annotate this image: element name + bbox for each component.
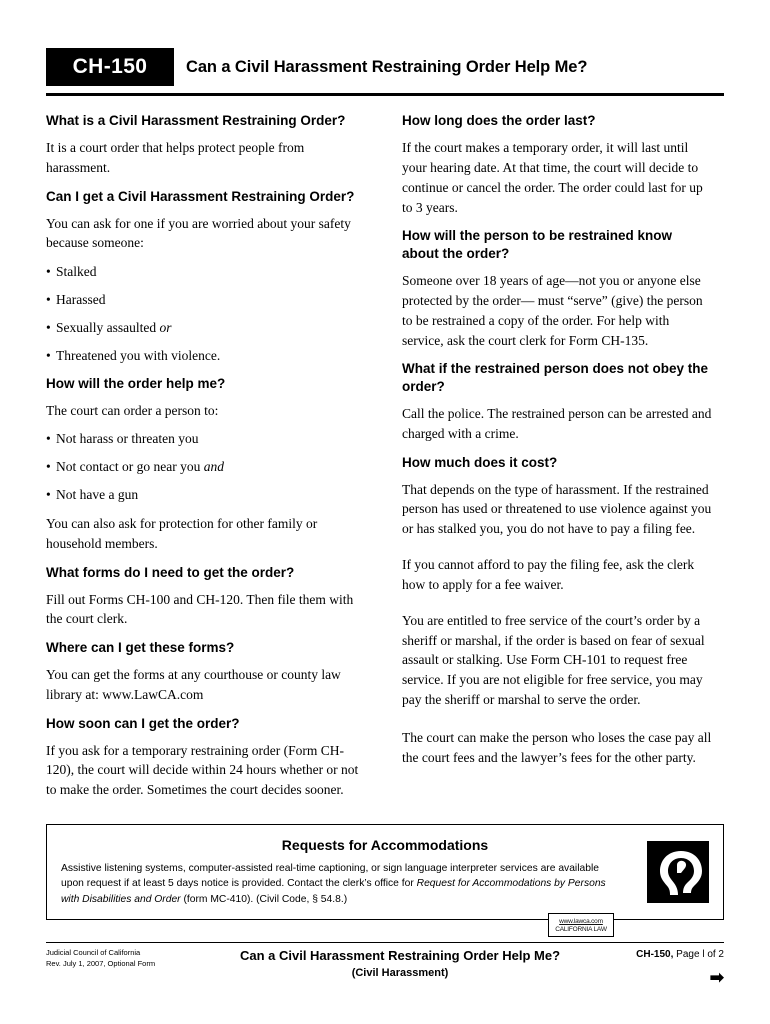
footer-publisher-line2: Rev. July 1, 2007, Optional Form	[46, 959, 156, 969]
right-column	[394, 112, 712, 810]
list-item-emphasis: and	[203, 459, 224, 475]
section-paragraph: If you cannot afford to pay the filing fee, ask the clerk how to apply for a fee waiver.	[402, 557, 695, 592]
section-paragraph: The court can order a person to:	[46, 402, 219, 418]
section-heading: How will the person to be restrained know about the order?	[402, 228, 673, 262]
section-paragraph: If you ask for a temporary restraining order (Form CH-120), the court will decide within 24 hours whether or not to make the order. Sometimes the court decides sooner.	[46, 742, 359, 798]
section-heading: How long does the order last?	[402, 113, 596, 129]
list-item-text: Not have a gun	[56, 487, 139, 503]
bullet-list	[46, 263, 364, 366]
form-code-badge: CH-150	[46, 48, 174, 86]
footer-title	[196, 947, 604, 979]
next-page-arrow-icon: ➡	[709, 968, 724, 987]
document-footer	[46, 942, 724, 986]
footer-page-number: Page l of 2	[673, 949, 724, 960]
url-stamp	[548, 913, 614, 937]
section-paragraph: Call the police. The restrained person can be arrested and charged with a crime.	[402, 406, 712, 441]
footer-publisher-line1: Judicial Council of California	[46, 948, 141, 957]
footer-page-info	[604, 947, 724, 986]
list-item-text: Threatened you with violence.	[56, 347, 221, 363]
header-divider	[46, 93, 724, 96]
section-heading: How will the order help me?	[46, 375, 226, 391]
accommodations-title: Requests for Accommodations	[281, 837, 489, 853]
section-paragraph: You can also ask for protection for other family or household members.	[46, 516, 318, 551]
left-column	[46, 112, 364, 810]
section-paragraph: It is a court order that helps protect people from harassment.	[46, 140, 305, 175]
footer-title-line2: (Civil Harassment)	[351, 967, 449, 980]
list-item-text: Stalked	[56, 264, 97, 280]
section-paragraph: You can get the forms at any courthouse or county law library at: www.LawCA.com	[46, 667, 341, 702]
accommodations-text-part1: Assistive listening systems, computer-assisted real-time captioning, or sign language interpreter services are available upon request if at least 5 days notice is provided. Contact the clerk’s office for	[61, 863, 599, 890]
page-title: Can a Civil Harassment Restraining Order Help Me?	[186, 57, 588, 76]
list-item-text: Not contact or go near you	[56, 459, 204, 475]
accommodations-text-part2: (form MC-410). (Civil Code, § 54.8.)	[180, 893, 348, 905]
accommodations-form-name: Request for Accommodations by Persons with Disabilities and Order	[61, 878, 606, 905]
url-stamp-line2: CALIFORNIA LAW	[555, 926, 607, 934]
document-header	[46, 48, 724, 86]
section-heading: How soon can I get the order?	[46, 715, 240, 731]
section-heading: Where can I get these forms?	[46, 640, 235, 656]
bullet-list	[46, 430, 364, 505]
content-columns	[46, 112, 724, 810]
section-paragraph: If the court makes a temporary order, it will last until your hearing date. At that time, the court will decide to continue or cancel the order. The order could last for up to 3 years.	[402, 140, 703, 215]
accommodations-section	[46, 824, 724, 920]
accommodations-text	[61, 861, 609, 907]
list-item-text: Harassed	[56, 292, 106, 308]
section-paragraph: You are entitled to free service of the court’s order by a sheriff or marshal, if the order is based on fear of sexual assault or stalking. Use Form CH-101 to request free service. If you are not eligible for free service, you may pay the sheriff or marshal to serve the order.	[402, 612, 705, 708]
list-item	[46, 486, 364, 505]
footer-form-code: CH-150,	[636, 949, 674, 960]
section-heading: What if the restrained person does not obey the order?	[402, 361, 709, 395]
section-heading: What is a Civil Harassment Restraining Order?	[46, 113, 346, 129]
list-item	[46, 263, 364, 282]
footer-publisher	[46, 947, 196, 970]
section-heading: What forms do I need to get the order?	[46, 564, 295, 580]
list-item-text: Sexually assaulted	[56, 320, 160, 336]
section-paragraph: Fill out Forms CH-100 and CH-120. Then file them with the court clerk.	[46, 591, 354, 627]
section-paragraph: The court can make the person who loses the case pay all the court fees and the lawyer’s fees for the other party.	[402, 730, 712, 765]
list-item	[46, 347, 364, 366]
list-item	[46, 319, 364, 338]
assistive-listening-icon	[647, 841, 709, 903]
list-item	[46, 458, 364, 477]
list-item-text: Not harass or threaten you	[56, 431, 199, 447]
section-paragraph: That depends on the type of harassment. If the restrained person has used or threatened to use violence against you or has stalked you, you do not have to pay a filing fee.	[402, 481, 712, 537]
list-item-emphasis: or	[159, 320, 172, 336]
section-heading: How much does it cost?	[402, 454, 558, 470]
list-item	[46, 430, 364, 449]
section-paragraph: You can ask for one if you are worried about your safety because someone:	[46, 215, 351, 251]
section-paragraph: Someone over 18 years of age—not you or anyone else protected by the order— must “serve” (give) the person to be restrained a copy of the order. For help with service, ask the court clerk for Form CH-135.	[402, 273, 703, 348]
url-stamp-line1: www.lawca.com	[559, 918, 603, 925]
list-item	[46, 291, 364, 310]
accommodations-box	[46, 824, 724, 920]
section-heading: Can I get a Civil Harassment Restraining Order?	[46, 188, 355, 204]
footer-title-line1: Can a Civil Harassment Restraining Order Help Me?	[239, 948, 561, 963]
